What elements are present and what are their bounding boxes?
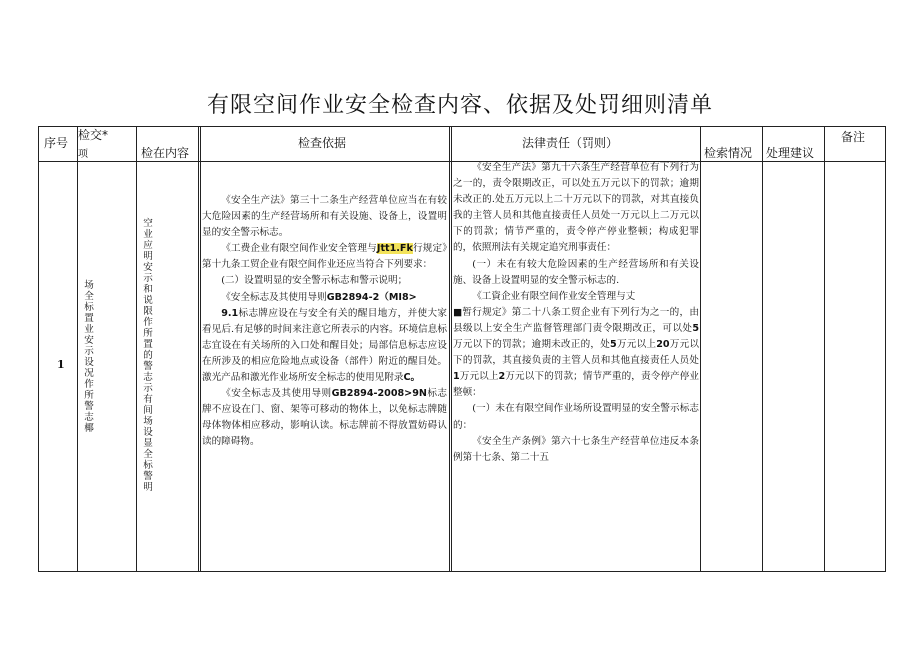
column-divider xyxy=(885,126,886,572)
column-divider xyxy=(198,126,201,572)
header-liability: 法律责任（罚则） xyxy=(522,136,619,150)
header-item-line1: 检交* xyxy=(78,128,109,142)
page-title: 有限空间作业安全检查内容、依据及处罚细则清单 xyxy=(206,93,713,118)
column-divider xyxy=(38,126,39,572)
table-bottom-border xyxy=(38,571,886,572)
header-item-line2: 项 xyxy=(78,149,88,160)
basis-paragraph-5: 9.1标志牌应设在与安全有关的醒目地方，并使大家看见后.有足够的时间来注意它所表示的内容。环境信息标志宜设在有关场所的入口处和醒目处；局部信息标志应设在所涉及的相应危险地点或设备（部件）附近的醒目处。激光产品和激光作业场所安全标志的使用见附录C。 xyxy=(202,307,447,384)
column-divider xyxy=(77,126,78,572)
row-liability xyxy=(453,160,699,466)
liability-paragraph-5: (一）未在有限空间作业场所设置明显的安全警示标志的： xyxy=(453,403,699,431)
header-basis: 检查依据 xyxy=(298,136,347,150)
column-divider xyxy=(136,126,137,572)
header-suggest: 处理建议 xyxy=(766,146,815,160)
header-search: 检索情况 xyxy=(704,146,753,160)
header-seq: 序号 xyxy=(44,136,69,150)
liability-paragraph-1: 《安全生产法》第九十六条生产经营单位有下列行为之一的，责令限期改正，可以处五万元以下的罚款；逾期未改正的.处五万元以上二十万元以下的罚款，对其直接负我的主管人员和其他直接责任人员处一万元以上二万元以下的罚款；情节严重的，责令停产停业整顿；构成犯罪的，依照刑法有关规定追究刑事责任： xyxy=(453,162,699,254)
row-basis xyxy=(202,193,447,451)
row-item: 场全标置业安示设况作所警志椰 xyxy=(84,280,94,434)
column-divider xyxy=(762,126,763,572)
basis-paragraph-1: 《安全生产法》第三十二条生产经营单位应当在有较大危险因素的生产经营场所和有关设施、设备上，设置明显的安全警示标志。 xyxy=(202,195,447,239)
column-divider xyxy=(700,126,701,572)
table-top-border xyxy=(38,126,886,127)
basis-paragraph-3: (二）设置明显的安全警示标志和警示说明； xyxy=(221,275,408,287)
column-divider xyxy=(824,126,825,572)
liability-paragraph-4: ■暂行规定》第二十八条工贸企业有下列行为之一的，由县级以上安全生产监督管理部门责令限期改正，可以处5万元以下的罚款；逾期未改正的，处5万元以上20万元以下的罚款，其直接负责的主管人员和其他直接责任人员处1万元以上2万元以下的罚款；情节严重的，责令停产停业整顿： xyxy=(453,306,700,399)
column-divider xyxy=(449,126,452,572)
liability-paragraph-6: 《安全生产条例》第六十七条生产经营单位违反本条例第十七条、第二十五 xyxy=(453,435,699,463)
liability-paragraph-3: 《工資企业有限空间作业安全管理与丈 xyxy=(472,290,636,302)
inspection-table xyxy=(38,126,886,572)
header-content: 检在内容 xyxy=(141,146,190,160)
basis-paragraph-2: 《工费企业有限空间作业安全管理与Jtt1.Fk行规定》第十九条工贸企业有限空间作业还应当符合下列要求： xyxy=(202,243,447,271)
header-remark: 备注 xyxy=(841,130,866,144)
basis-paragraph-4: 《安全标志及其使用导则GB2894-2（MI8> xyxy=(221,291,417,303)
basis-paragraph-6: 《安全标志及其使用导则GB2894-2008>9N标志牌不应设在门、窗、架等可移动的物体上，以免标志牌随母体物体相应移动，影响认读。标志牌前不得放置妨碍认读的障碍物。 xyxy=(202,388,448,448)
row-seq: 1 xyxy=(57,358,65,371)
liability-paragraph-2: (一）未在有较大危险因素的生产经营场所和有关设施、设备上设置明显的安全警示标志的. xyxy=(453,258,699,286)
row-content: 空业应明安示和说限作所置的警志示有间场设显全标警明 xyxy=(143,218,153,493)
